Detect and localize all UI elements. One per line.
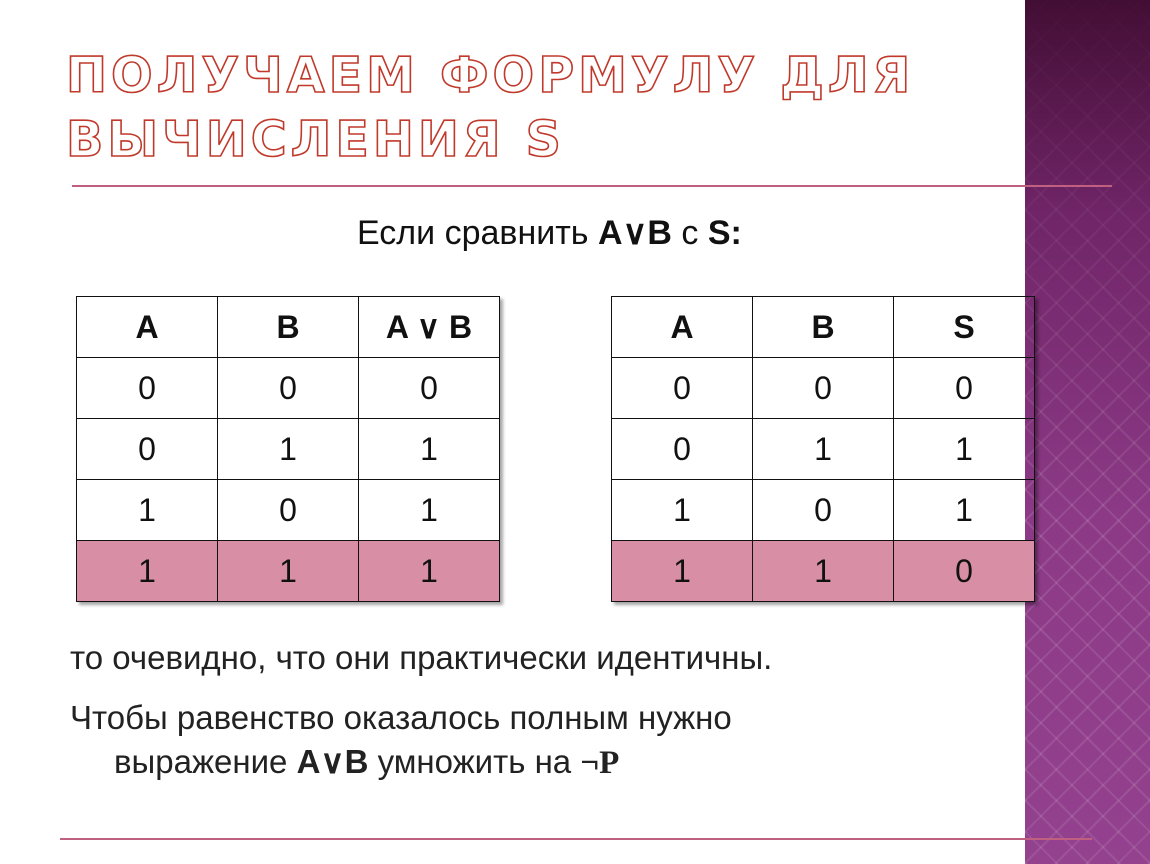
table-row: [612, 419, 1035, 480]
header-cell: A ∨ B: [359, 297, 500, 358]
title-divider: [72, 185, 1112, 187]
table-row: [77, 358, 500, 419]
header-cell: B: [218, 297, 359, 358]
table-cell: 0: [218, 480, 359, 541]
footer-divider: [60, 838, 1092, 840]
table-cell: 0: [612, 358, 753, 419]
conclusion-line-2: [70, 740, 970, 785]
title-line-2: ВЫЧИСЛЕНИЯ S: [66, 111, 565, 168]
table-cell: 0: [77, 358, 218, 419]
paragraph-conclusion: [70, 696, 970, 785]
header-cell: A: [77, 297, 218, 358]
intro-expr: A∨B: [597, 214, 672, 252]
table-cell: 0: [894, 358, 1035, 419]
table-cell: 0: [218, 358, 359, 419]
table-cell: 1: [894, 480, 1035, 541]
table-header-row: [612, 297, 1035, 358]
table-cell: 1: [359, 419, 500, 480]
table-cell: 1: [218, 541, 359, 602]
conclusion-expr: A∨B: [296, 743, 369, 780]
slide-title: [66, 44, 966, 172]
table-cell: 1: [218, 419, 359, 480]
intro-target: S:: [707, 214, 742, 252]
table-cell: 0: [753, 358, 894, 419]
table-cell: 0: [77, 419, 218, 480]
table-cell: 1: [753, 541, 894, 602]
table-row: [612, 480, 1035, 541]
table-cell: 1: [359, 480, 500, 541]
table-cell: 0: [612, 419, 753, 480]
table-row: [77, 419, 500, 480]
intro-prefix: Если сравнить: [357, 214, 598, 252]
header-cell: S: [894, 297, 1035, 358]
intro-text: [357, 213, 742, 253]
highlighted-table-row: [77, 541, 500, 602]
header-cell: A: [612, 297, 753, 358]
paragraph-observation: то очевидно, что они практически идентичны.: [70, 639, 773, 676]
conclusion-middle: умножить на: [368, 743, 581, 780]
table-cell: 1: [359, 541, 500, 602]
table-cell: 1: [612, 541, 753, 602]
table-row: [77, 480, 500, 541]
title-line-1: ПОЛУЧАЕМ ФОРМУЛУ ДЛЯ: [66, 47, 915, 104]
table-row: [612, 358, 1035, 419]
decorative-side-band: [1025, 0, 1150, 864]
table-cell: 1: [77, 480, 218, 541]
highlighted-table-row: [612, 541, 1035, 602]
truth-table-s: [611, 296, 1035, 602]
conclusion-prefix: выражение: [114, 743, 297, 780]
table-header-row: [77, 297, 500, 358]
conclusion-negation: ¬P: [580, 745, 620, 781]
intro-middle: с: [671, 214, 708, 252]
table-cell: 0: [894, 541, 1035, 602]
table-cell: 1: [894, 419, 1035, 480]
table-cell: 1: [612, 480, 753, 541]
table-cell: 0: [359, 358, 500, 419]
table-cell: 1: [753, 419, 894, 480]
conclusion-line-1: Чтобы равенство оказалось полным нужно: [70, 699, 732, 736]
header-cell: B: [753, 297, 894, 358]
truth-table-or: [76, 296, 500, 602]
table-cell: 0: [753, 480, 894, 541]
table-cell: 1: [77, 541, 218, 602]
